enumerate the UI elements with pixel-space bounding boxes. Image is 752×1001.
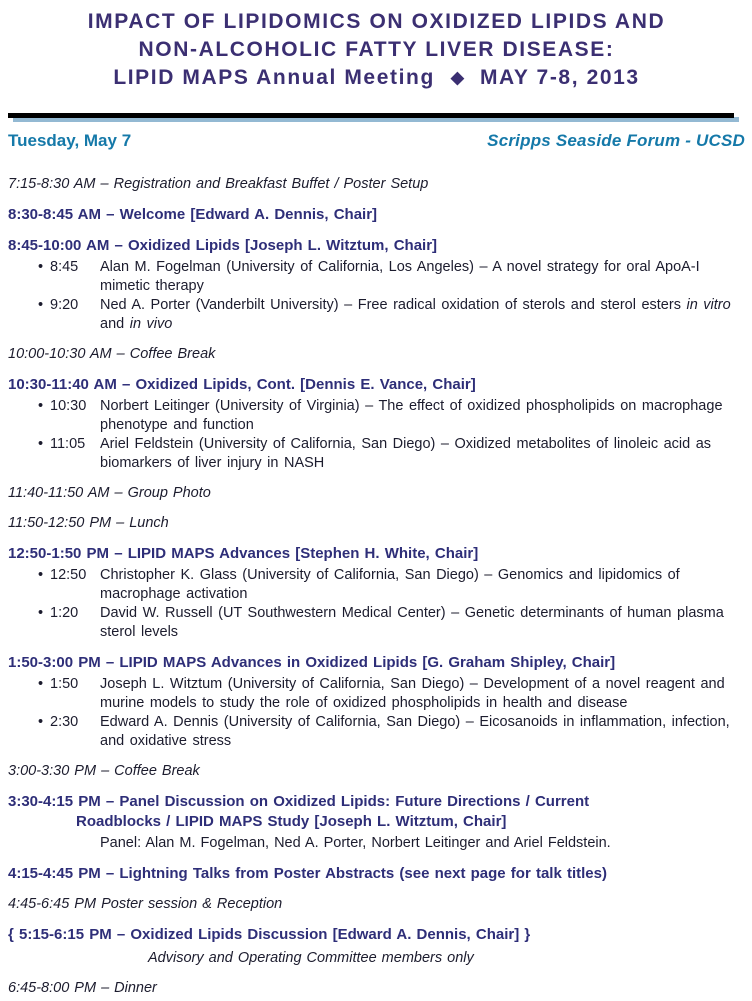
title-line-1: IMPACT OF LIPIDOMICS ON OXIDIZED LIPIDS AND <box>87 10 666 33</box>
talk-text-part: Alan M. Fogelman (University of California, Los Angeles) – A novel strategy for oral ApoA-I mimetic therapy <box>100 259 700 294</box>
session-heading-line2: Roadblocks / LIPID MAPS Study [Joseph L. Witztum, Chair] <box>76 813 507 830</box>
event-line: 10:00-10:30 AM – Coffee Break <box>8 346 216 362</box>
talk-text-part: Christopher K. Glass (University of California, San Diego) – Genomics and lipidomics of macrophage activation <box>100 567 680 602</box>
day-label: Tuesday, May 7 <box>8 131 132 150</box>
talk-item <box>8 397 745 435</box>
session-entry <box>8 864 745 884</box>
talk-description <box>100 675 745 713</box>
talk-item <box>8 713 745 751</box>
talk-time: 1:20 <box>50 605 79 621</box>
talk-description <box>100 566 745 604</box>
event-line: 6:45-8:00 PM – Dinner <box>8 980 157 996</box>
talk-item <box>8 604 745 642</box>
section-divider-bar <box>8 113 734 118</box>
talk-item <box>8 435 745 473</box>
talk-time: 9:20 <box>50 297 79 313</box>
event-line: 11:40-11:50 AM – Group Photo <box>8 485 211 501</box>
session-heading: 1:50-3:00 PM – LIPID MAPS Advances in Oxidized Lipids [G. Graham Shipley, Chair] <box>8 654 616 671</box>
schedule-entry <box>8 345 745 364</box>
title-meeting-name: LIPID MAPS Annual Meeting <box>113 66 435 89</box>
session-heading: 8:45-10:00 AM – Oxidized Lipids [Joseph L. Witztum, Chair] <box>8 237 438 254</box>
talk-time: 11:05 <box>50 436 86 452</box>
session-entry <box>8 544 745 642</box>
title-line-3 <box>8 64 745 92</box>
talk-description <box>100 713 745 751</box>
session-entry <box>8 653 745 751</box>
session-heading: 4:15-4:45 PM – Lightning Talks from Poster Abstracts (see next page for talk titles) <box>8 865 607 882</box>
talk-time: 8:45 <box>50 259 79 275</box>
panel-members-note: Panel: Alan M. Fogelman, Ned A. Porter, Norbert Leitinger and Ariel Feldstein. <box>100 835 611 851</box>
talk-text-part: David W. Russell (UT Southwestern Medical Center) – Genetic determinants of human plasma sterol levels <box>100 605 724 640</box>
talk-description <box>100 604 745 642</box>
talk-text-part: Joseph L. Witztum (University of California, San Diego) – Development of a novel reagent and murine models to study the role of oxidized phospholipids in health and disease <box>100 676 725 711</box>
event-line: 11:50-12:50 PM – Lunch <box>8 515 169 531</box>
day-header-row <box>8 131 745 151</box>
talk-time: 10:30 <box>50 398 87 414</box>
bullet-icon: • <box>38 676 44 692</box>
talk-text-part: Norbert Leitinger (University of Virginia) – The effect of oxidized phospholipids on macrophage phenotype and function <box>100 398 723 433</box>
talk-time: 12:50 <box>50 567 87 583</box>
talk-item <box>8 675 745 713</box>
schedule-entry <box>8 175 745 194</box>
schedule-entry <box>8 979 745 998</box>
talk-text-part: Ariel Feldstein (University of California, San Diego) – Oxidized metabolites of linoleic acid as biomarkers of liver injury in NASH <box>100 436 712 471</box>
session-entry <box>8 925 745 968</box>
session-entry <box>8 236 745 334</box>
session-heading: 10:30-11:40 AM – Oxidized Lipids, Cont. [Dennis E. Vance, Chair] <box>8 376 476 393</box>
schedule <box>8 175 745 998</box>
talk-description <box>100 435 745 473</box>
session-heading: 12:50-1:50 PM – LIPID MAPS Advances [Stephen H. White, Chair] <box>8 545 479 562</box>
title-line-2: NON-ALCOHOLIC FATTY LIVER DISEASE: <box>138 38 615 61</box>
talk-text-part: Edward A. Dennis (University of California, San Diego) – Eicosanoids in inflammation, infection, and oxidative stress <box>100 714 730 749</box>
talk-description <box>100 397 745 435</box>
talk-item <box>8 258 745 296</box>
bullet-icon: • <box>38 567 44 583</box>
talk-time: 2:30 <box>50 714 79 730</box>
bullet-icon: • <box>38 714 44 730</box>
session-entry <box>8 375 745 473</box>
schedule-entry <box>8 514 745 533</box>
restriction-note: Advisory and Operating Committee members only <box>148 950 474 966</box>
schedule-entry <box>8 895 745 914</box>
bullet-icon: • <box>38 398 44 414</box>
talk-time: 1:50 <box>50 676 79 692</box>
talk-text-part: in vitro <box>686 297 731 313</box>
talk-item <box>8 296 745 334</box>
talk-text-part: in vivo <box>129 316 173 332</box>
document-title <box>8 8 745 92</box>
talk-text-part: Ned A. Porter (Vanderbilt University) – Free radical oxidation of sterols and sterol esters <box>100 297 687 313</box>
schedule-entry <box>8 484 745 503</box>
session-heading: { 5:15-6:15 PM – Oxidized Lipids Discussion [Edward A. Dennis, Chair] } <box>8 926 531 943</box>
session-entry <box>8 792 745 853</box>
talk-description <box>100 258 745 296</box>
event-line: 7:15-8:30 AM – Registration and Breakfast Buffet / Poster Setup <box>8 176 429 192</box>
talk-item <box>8 566 745 604</box>
title-meeting-dates: MAY 7-8, 2013 <box>479 66 640 89</box>
bullet-icon: • <box>38 297 44 313</box>
bullet-icon: • <box>38 605 44 621</box>
session-heading: 8:30-8:45 AM – Welcome [Edward A. Dennis, Chair] <box>8 206 378 223</box>
event-line: 4:45-6:45 PM Poster session & Reception <box>8 896 283 912</box>
talk-description <box>100 296 745 334</box>
venue-label: Scripps Seaside Forum - UCSD <box>487 131 745 150</box>
event-line: 3:00-3:30 PM – Coffee Break <box>8 763 200 779</box>
diamond-icon: ◆ <box>450 68 464 87</box>
bullet-icon: • <box>38 259 44 275</box>
schedule-entry <box>8 762 745 781</box>
bullet-icon: • <box>38 436 44 452</box>
talk-text-part: and <box>100 316 130 332</box>
session-entry <box>8 205 745 225</box>
session-heading: 3:30-4:15 PM – Panel Discussion on Oxidized Lipids: Future Directions / Current <box>8 793 590 810</box>
